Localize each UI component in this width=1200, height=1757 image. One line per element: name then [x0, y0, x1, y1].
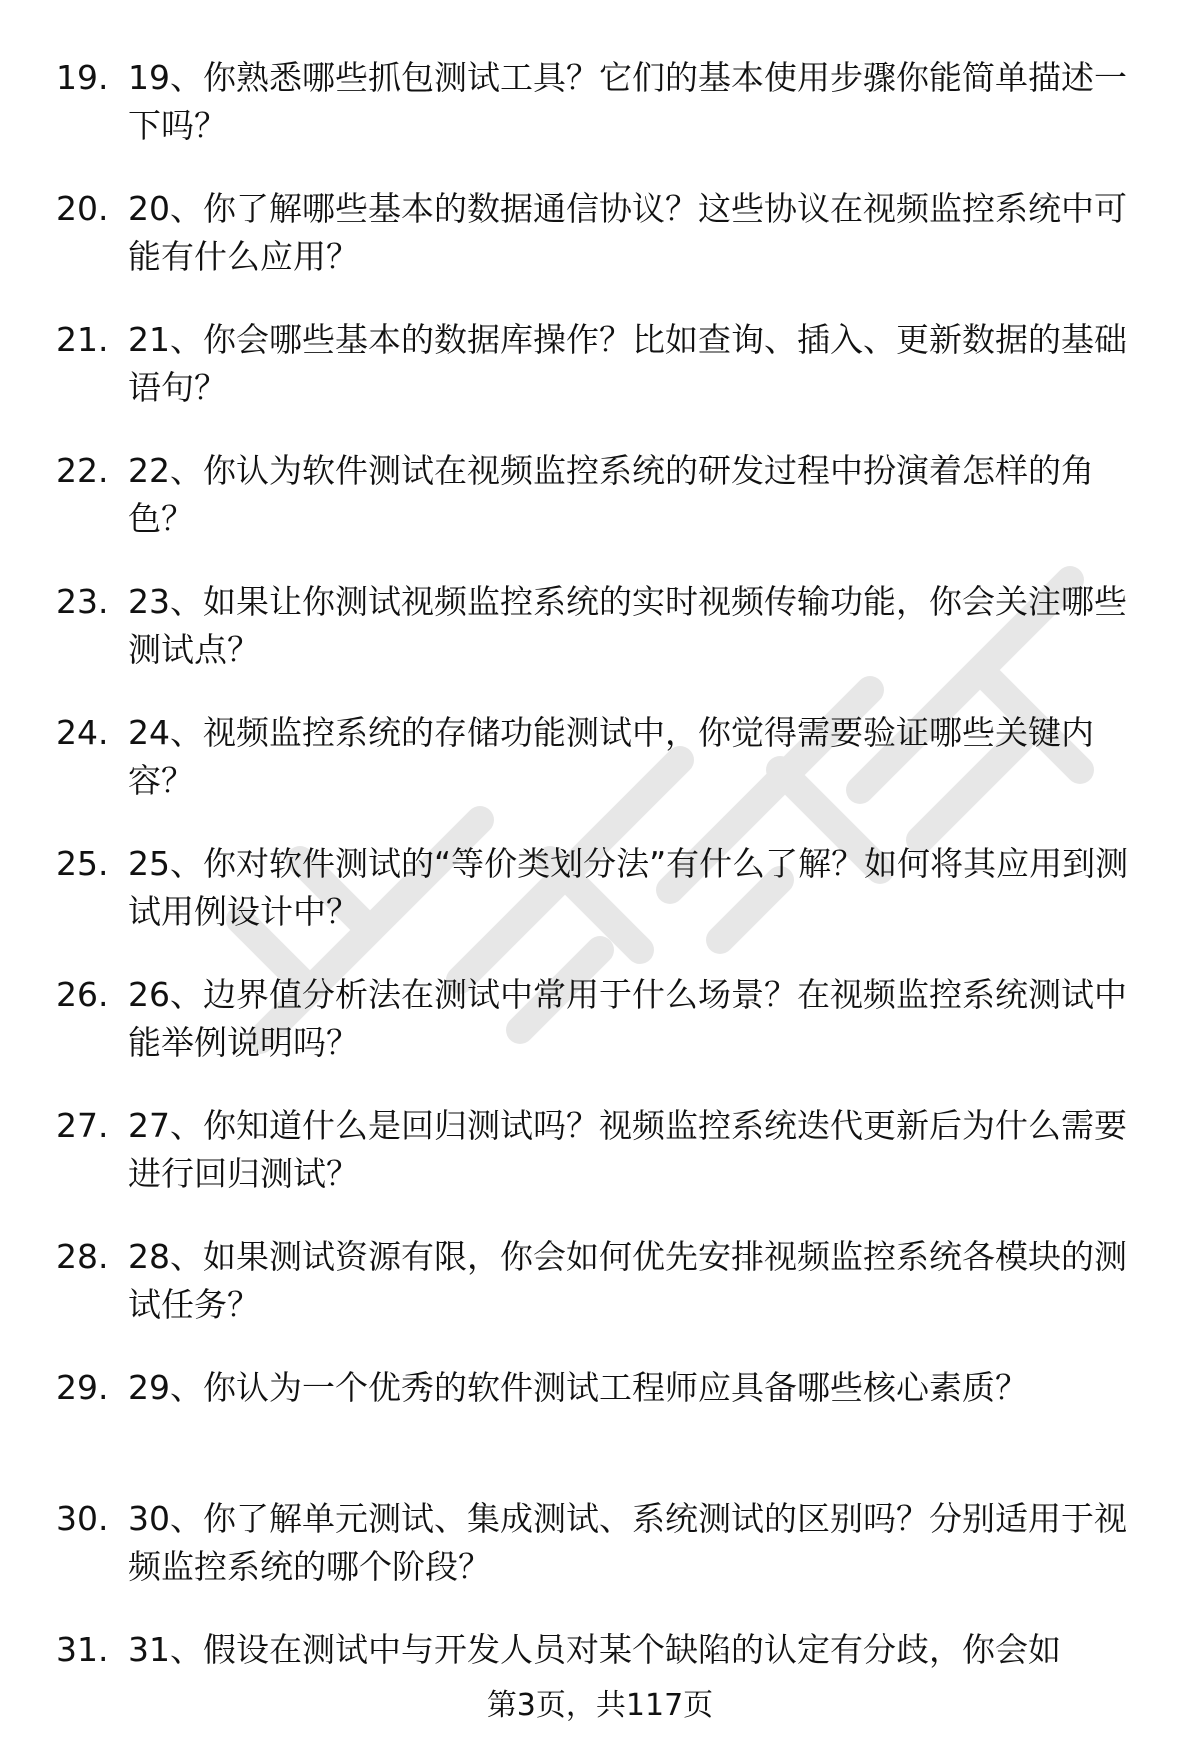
- question-text: 22、你认为软件测试在视频监控系统的研发过程中扮演着怎样的角色？: [128, 451, 1094, 538]
- item-number: 27.: [56, 1106, 109, 1145]
- item-number: 20.: [56, 189, 109, 228]
- question-list: [0, 54, 1200, 1757]
- question-text: 30、你了解单元测试、集成测试、系统测试的区别吗？分别适用于视频监控系统的哪个阶段？: [128, 1499, 1127, 1586]
- item-number: 24.: [56, 713, 109, 752]
- list-item: [0, 185, 1200, 316]
- question-text: 21、你会哪些基本的数据库操作？比如查询、插入、更新数据的基础语句？: [128, 320, 1127, 407]
- question-text: 25、你对软件测试的“等价类划分法”有什么了解？如何将其应用到测试用例设计中？: [128, 844, 1129, 931]
- question-text: 20、你了解哪些基本的数据通信协议？这些协议在视频监控系统中可能有什么应用？: [128, 189, 1127, 276]
- item-number: 21.: [56, 320, 109, 359]
- list-item: [0, 1364, 1200, 1495]
- item-number: 28.: [56, 1237, 109, 1276]
- item-number: 26.: [56, 975, 109, 1014]
- item-number: 22.: [56, 451, 109, 490]
- list-item: [0, 840, 1200, 971]
- list-item: [0, 1233, 1200, 1364]
- question-text: 24、视频监控系统的存储功能测试中，你觉得需要验证哪些关键内容？: [128, 713, 1094, 800]
- question-text: 19、你熟悉哪些抓包测试工具？它们的基本使用步骤你能简单描述一下吗？: [128, 58, 1127, 145]
- list-item: [0, 1102, 1200, 1233]
- item-number: 19.: [56, 58, 109, 97]
- item-number: 25.: [56, 844, 109, 883]
- list-item: [0, 1495, 1200, 1626]
- list-item: [0, 447, 1200, 578]
- item-number: 31.: [56, 1630, 109, 1669]
- question-text: 29、你认为一个优秀的软件测试工程师应具备哪些核心素质？: [128, 1368, 1028, 1407]
- question-text: 27、你知道什么是回归测试吗？视频监控系统迭代更新后为什么需要进行回归测试？: [128, 1106, 1127, 1193]
- item-number: 30.: [56, 1499, 109, 1538]
- item-number: 23.: [56, 582, 109, 621]
- list-item: [0, 709, 1200, 840]
- list-item: [0, 578, 1200, 709]
- list-item: [0, 316, 1200, 447]
- item-number: 29.: [56, 1368, 109, 1407]
- page-footer: 第3页，共117页: [486, 1688, 714, 1723]
- question-text: 26、边界值分析法在测试中常用于什么场景？在视频监控系统测试中能举例说明吗？: [128, 975, 1127, 1062]
- question-text: 28、如果测试资源有限，你会如何优先安排视频监控系统各模块的测试任务？: [128, 1237, 1127, 1324]
- question-text: 23、如果让你测试视频监控系统的实时视频传输功能，你会关注哪些测试点？: [128, 582, 1127, 669]
- list-item: [0, 54, 1200, 185]
- list-item: [0, 971, 1200, 1102]
- question-text: 31、假设在测试中与开发人员对某个缺陷的认定有分歧，你会如: [128, 1630, 1061, 1669]
